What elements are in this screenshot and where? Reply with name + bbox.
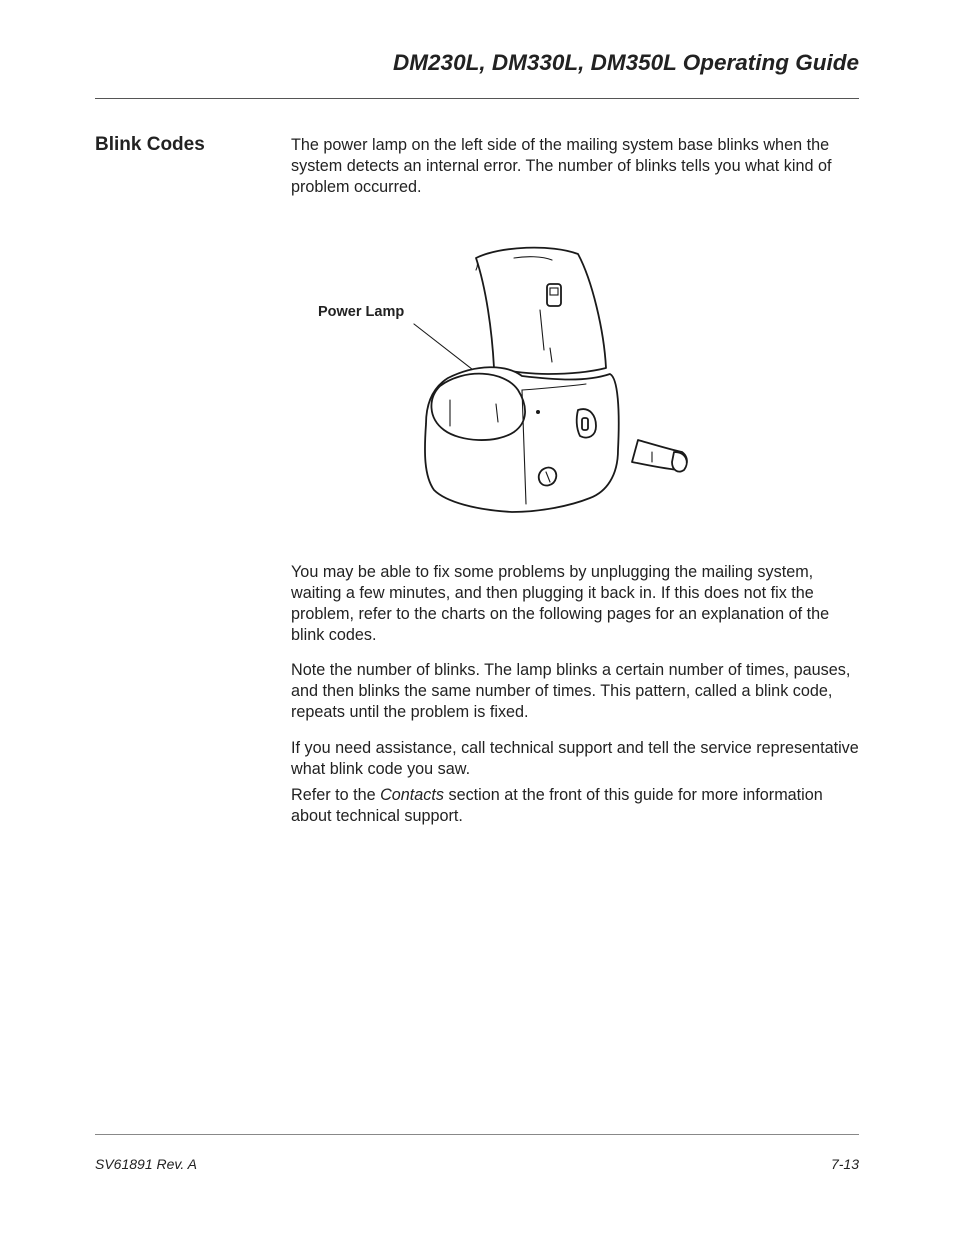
power-lamp (536, 410, 540, 414)
intro-paragraph: The power lamp on the left side of the mailing system base blinks when the system detects an internal error. The number of blinks tells you what kind of problem occurred. (291, 136, 832, 196)
footer-page-number: 7-13 (830, 1156, 859, 1172)
fix-paragraph: You may be able to fix some problems by unplugging the mailing system, waiting a few minutes, and then plugging it back in. If this does not fix the problem, refer to the charts on the following pages for an explanation of the blink codes. (291, 563, 830, 644)
upper-panel (476, 248, 606, 374)
feeder-tip (672, 452, 687, 472)
note-paragraph: Note the number of blinks. The lamp blinks a certain number of times, pauses, and then blinks the same number of times. This pattern, called a blink code, repeats until the problem is fixed. (291, 661, 851, 721)
footer-document-id: SV61891 Rev. A (95, 1156, 197, 1172)
mailing-system-illustration (300, 240, 720, 530)
contacts-reference: Contacts (380, 786, 444, 804)
assist-paragraph: If you need assistance, call technical support and tell the service representative what blink code you saw. (291, 739, 859, 778)
refer-text-before: Refer to the (291, 786, 381, 804)
base-left-lobe (431, 374, 525, 440)
refer-paragraph (291, 785, 859, 827)
footer-rule (95, 1134, 859, 1135)
header-rule (95, 98, 859, 99)
section-heading: Blink Codes (95, 134, 205, 155)
page-header-title: DM230L, DM330L, DM350L Operating Guide (393, 50, 859, 75)
refer-text-after: section at the front of this guide for more information about technical support. (291, 786, 823, 825)
power-lamp-callout: Power Lamp (318, 304, 405, 320)
